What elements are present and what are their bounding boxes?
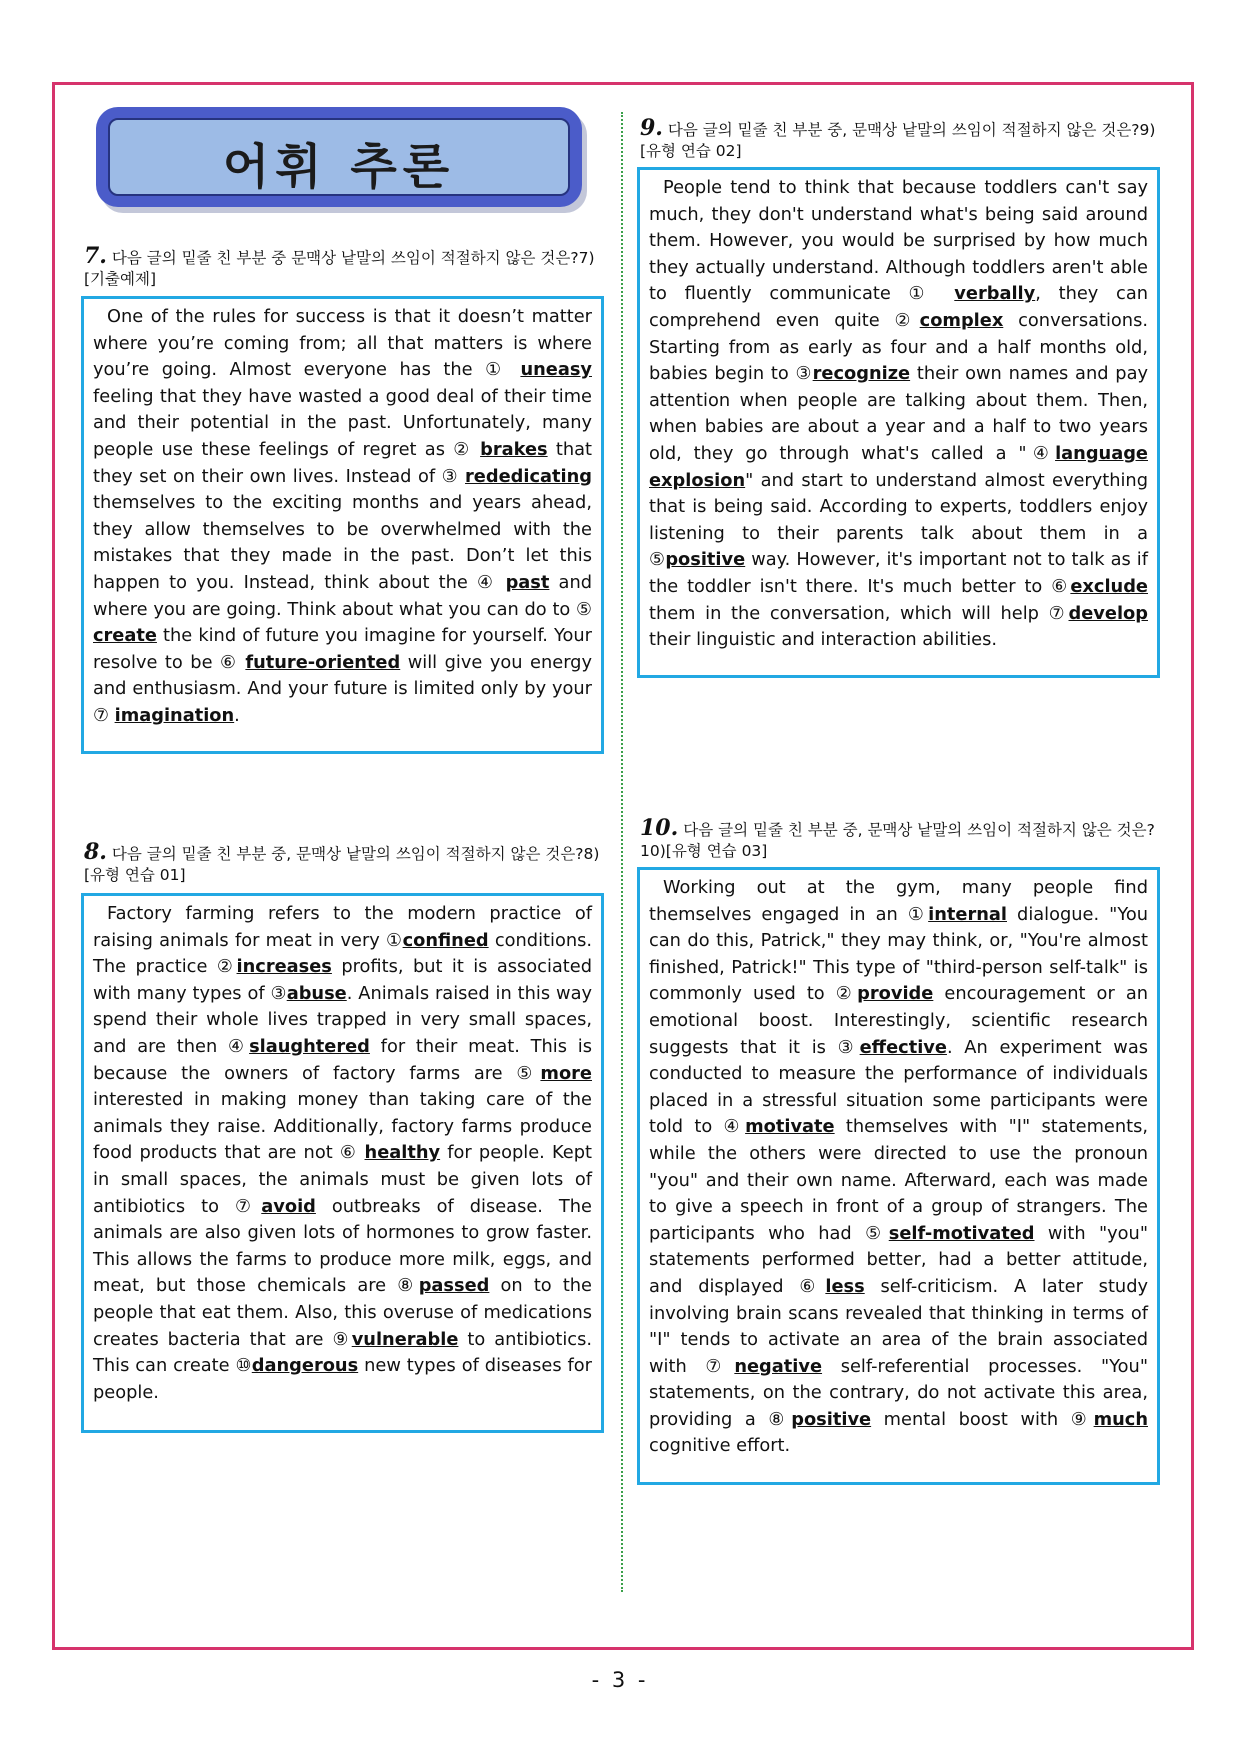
question-number: 8.	[84, 839, 107, 865]
question-ref: 7)[기출예제]	[84, 249, 595, 288]
underlined-word: language explosion	[649, 442, 1148, 491]
question-prompt: 다음 글의 밑줄 친 부분 중 문맥상 낱말의 쓰임이 적절하지 않은 것은?	[111, 249, 579, 267]
question-prompt: 다음 글의 밑줄 친 부분 중, 문맥상 낱말의 쓰임이 적절하지 않은 것은?	[111, 845, 584, 863]
underlined-word: less	[825, 1275, 865, 1297]
underlined-word: negative	[734, 1355, 823, 1377]
passage-text-segment: themselves to the exciting months and years ahead, they allow themselves to be overwhelmed with the mistakes that they made in the past. Don’t let this happen to you. Instead, think about the ④	[93, 492, 592, 593]
question-number: 10.	[640, 815, 679, 841]
underlined-word: self-motivated	[888, 1222, 1035, 1244]
question-prompt: 다음 글의 밑줄 친 부분 중, 문맥상 낱말의 쓰임이 적절하지 않은 것은?	[683, 821, 1155, 839]
underlined-word: internal	[928, 903, 1007, 925]
passage-text-segment: their linguistic and interaction abilities.	[649, 629, 998, 651]
underlined-word: motivate	[745, 1116, 835, 1138]
underlined-word: future-oriented	[245, 651, 401, 673]
underlined-word: past	[505, 571, 550, 593]
passage-text-segment: mental boost with ⑨	[871, 1408, 1094, 1430]
question-10-passage	[637, 867, 1160, 1485]
passage-text-segment: will give you energy and enthusiasm. And your future is limited only by your ⑦	[93, 651, 592, 726]
passage-text-segment: cognitive effort.	[649, 1435, 791, 1457]
passage-text-segment: that they set on their own lives. Instead of ③	[93, 438, 593, 487]
underlined-word: imagination	[114, 704, 235, 726]
passage-text-segment: way. However, it's important not to talk as if the toddler isn't there. It's much better to ⑥	[649, 549, 1148, 597]
passage-text-segment: Working out at the gym, many people find themselves engaged in an ①	[649, 877, 1148, 925]
underlined-word: more	[540, 1062, 592, 1084]
passage-text-segment: new types of diseases for people.	[93, 1355, 592, 1403]
passage-text-segment: and where you are going. Think about what you can do to ⑤	[93, 571, 592, 620]
passage-text-segment: dialogue. "You can do this, Patrick," they may think, or, "You're almost finished, Patrick!" This type of "third-person self-talk" is commonly used to ②	[649, 903, 1148, 1005]
passage-text	[649, 875, 1148, 1460]
question-ref: 10)[유형 연습 03]	[640, 842, 768, 860]
passage-text-segment: on to the people that eat them. Also, this overuse of medications creates bacteria that are ⑨	[93, 1275, 592, 1350]
underlined-word: positive	[665, 549, 746, 571]
page-number: - 3 -	[591, 1668, 649, 1692]
underlined-word: uneasy	[520, 359, 592, 381]
underlined-word: avoid	[261, 1195, 316, 1217]
question-number: 7.	[84, 243, 107, 269]
question-8-passage	[81, 893, 604, 1433]
question-8-header	[84, 839, 606, 886]
underlined-word: vulnerable	[351, 1328, 459, 1350]
underlined-word: provide	[857, 983, 934, 1005]
question-9-passage	[637, 167, 1160, 678]
section-title: 어휘 추론	[222, 139, 456, 195]
question-9-header	[640, 115, 1162, 162]
underlined-word: healthy	[364, 1142, 441, 1164]
underlined-word: passed	[418, 1275, 490, 1297]
passage-text-segment: conditions. The practice ②	[93, 929, 593, 978]
passage-text-segment: , they can comprehend even quite ②	[649, 283, 1149, 331]
passage-text-segment: to antibiotics. This can create ⑩	[93, 1328, 592, 1377]
passage-text-segment: feeling that they have wasted a good deal of their time and their potential in the past. Unfortunately, many people use these feelings of regret as ②	[93, 385, 592, 460]
passage-text-segment: encouragement or an emotional boost. Interestingly, scientific research suggests that it is ③	[649, 983, 1148, 1058]
underlined-word: exclude	[1070, 575, 1148, 597]
passage-text-segment: them in the conversation, which will help ⑦	[649, 602, 1069, 624]
underlined-word: effective	[859, 1036, 947, 1058]
underlined-word: slaughtered	[249, 1035, 370, 1057]
underlined-word: verbally	[954, 283, 1036, 305]
passage-text-segment: . Animals raised in this way spend their whole lives trapped in very small spaces, and are then ④	[93, 982, 592, 1057]
underlined-word: complex	[919, 309, 1004, 331]
question-ref: 9)[유형 연습 02]	[640, 121, 1156, 160]
underlined-word: brakes	[480, 438, 548, 460]
passage-text-segment: for people. Kept in small spaces, the animals must be given lots of antibiotics to ⑦	[93, 1142, 592, 1217]
passage-text-segment: One of the rules for success is that it doesn’t matter where you’re coming from; all that matters is where you’re going. Almost everyone has the ①	[93, 306, 592, 381]
passage-text-segment: .	[234, 704, 240, 726]
section-banner-inner	[108, 118, 570, 196]
passage-text-segment: " and start to understand almost everything that is being said. According to experts, toddlers enjoy listening to their parents talk about them in a ⑤	[649, 469, 1148, 571]
question-ref: 8)[유형 연습 01]	[84, 845, 600, 884]
underlined-word: dangerous	[251, 1355, 359, 1377]
underlined-word: recognize	[812, 363, 911, 385]
question-prompt: 다음 글의 밑줄 친 부분 중, 문맥상 낱말의 쓰임이 적절하지 않은 것은?	[667, 121, 1140, 139]
underlined-word: abuse	[286, 982, 347, 1004]
passage-text-segment: self-criticism. A later study involving brain scans revealed that thinking in terms of "I" tends to activate an area of the brain associated with ⑦	[649, 1275, 1148, 1377]
passage-text-segment: themselves with "I" statements, while the others were directed to use the pronoun "you" and their own name. Afterward, each was made to give a speech in front of a group of strangers. The participants who had ⑤	[649, 1116, 1148, 1244]
passage-text	[649, 175, 1148, 654]
passage-text-segment: their own names and pay attention when people are talking about them. Then, when babies are about a year and a half to two years old, they go through what's called a "④	[649, 363, 1149, 464]
underlined-word: much	[1093, 1408, 1148, 1430]
passage-text-segment: People tend to think that because toddlers can't say much, they don't understand what's being said around them. However, you would be surprised by how much they actually understand. Although toddlers aren't able to fluently communicate ①	[649, 177, 1148, 305]
passage-text-segment: with "you" statements performed better, had a better attitude, and displayed ⑥	[649, 1222, 1148, 1297]
underlined-word: develop	[1068, 602, 1148, 624]
passage-text-segment: outbreaks of disease. The animals are also given lots of hormones to grow faster. This allows the farms to produce more milk, eggs, and meat, but those chemicals are ⑧	[93, 1195, 592, 1297]
underlined-word: create	[93, 625, 157, 647]
passage-text-segment: the kind of future you imagine for yourself. Your resolve to be ⑥	[93, 625, 592, 673]
passage-text-segment: for their meat. This is because the owners of factory farms are ⑤	[93, 1035, 592, 1084]
passage-text-segment: conversations. Starting from as early as four and a half months old, babies begin to ③	[649, 309, 1148, 385]
passage-text	[93, 304, 592, 730]
column-divider	[621, 112, 623, 1592]
passage-text-segment: Factory farming refers to the modern practice of raising animals for meat in very ①	[93, 903, 592, 951]
question-number: 9.	[640, 115, 663, 141]
passage-text-segment: profits, but it is associated with many types of ③	[93, 956, 592, 1004]
underlined-word: increases	[236, 956, 332, 978]
passage-text-segment: interested in making money than taking care of the animals they raise. Additionally, factory farms produce food products that are not ⑥	[93, 1089, 592, 1164]
question-7-header	[84, 243, 606, 290]
underlined-word: rededicating	[465, 465, 592, 487]
passage-text-segment: self-referential processes. "You" statements, on the contrary, do not activate this area, providing a ⑧	[649, 1355, 1148, 1430]
passage-text-segment: . An experiment was conducted to measure the performance of individuals placed in a stressful situation some participants were told to ④	[649, 1036, 1148, 1138]
question-10-header	[640, 815, 1162, 862]
passage-text	[93, 901, 592, 1406]
underlined-word: confined	[402, 929, 489, 951]
question-7-passage	[81, 296, 604, 754]
section-banner	[96, 107, 582, 207]
underlined-word: positive	[791, 1408, 872, 1430]
